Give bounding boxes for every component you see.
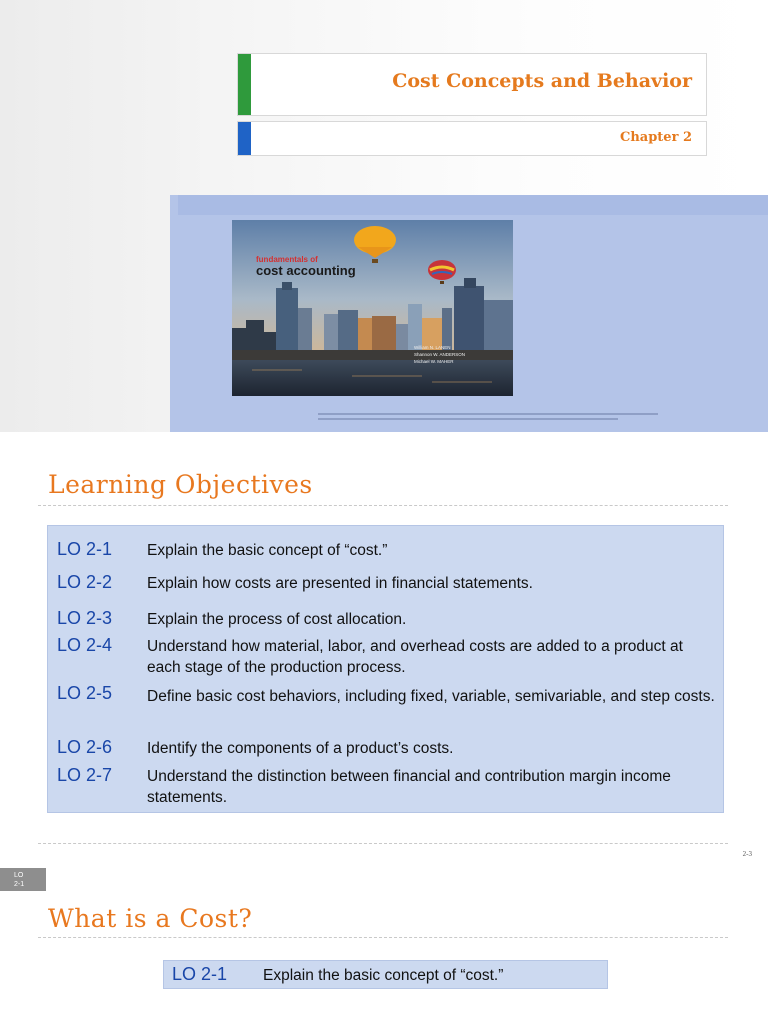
- objective-code: LO 2-4: [57, 635, 113, 655]
- objective-text: Explain the basic concept of “cost.”: [147, 542, 388, 559]
- objective-text: Understand the distinction between financial and contribution margin income statements.: [147, 768, 671, 806]
- cover-author: Michael W. MAHER: [414, 359, 454, 364]
- what-is-a-cost-slide: [0, 868, 768, 1024]
- cover-series-label: fundamentals of: [256, 255, 318, 264]
- blue-accent-bar: [238, 122, 251, 155]
- objective-code: LO 2-2: [57, 572, 113, 592]
- page-number: 2-3: [742, 850, 752, 858]
- cover-author: William N. LANEN: [414, 345, 451, 350]
- objectives-box: [47, 525, 724, 813]
- lo-tag-line: LO: [14, 872, 24, 879]
- objective-code: LO 2-3: [57, 608, 113, 628]
- copyright-fine-print: [318, 413, 678, 425]
- book-cover-image: [232, 220, 513, 396]
- slide-subtitle: Chapter 2: [619, 130, 692, 145]
- objective-text: Define basic cost behaviors, including fixed, variable, semivariable, and step costs.: [147, 688, 715, 705]
- lo-tag-line: 2-1: [14, 881, 25, 888]
- objective-text: Explain the process of cost allocation.: [147, 611, 407, 628]
- learning-objectives-slide: [0, 432, 768, 868]
- slide-heading: Learning Objectives: [48, 470, 313, 499]
- slide-title: Cost Concepts and Behavior: [392, 70, 692, 92]
- objective-text: Identify the components of a product’s costs.: [147, 740, 454, 757]
- cover-authors: [414, 344, 465, 365]
- objective-code: LO 2-1: [172, 964, 228, 984]
- cover-author: Shannon W. ANDERSON: [414, 352, 466, 357]
- objective-code: LO 2-1: [57, 539, 113, 559]
- slide-heading: What is a Cost?: [48, 904, 253, 933]
- heading-divider: [38, 505, 728, 506]
- objective-code: LO 2-7: [57, 765, 113, 785]
- objective-text: Understand how material, labor, and overhead costs are added to a product at each stage of the production process.: [147, 638, 683, 676]
- slide-subtitle-box: [237, 121, 707, 156]
- objective-code: LO 2-6: [57, 737, 113, 757]
- objective-text: Explain the basic concept of “cost.”: [263, 967, 504, 984]
- panel-top-band: [178, 195, 768, 215]
- objective-code: LO 2-5: [57, 683, 113, 703]
- heading-divider: [38, 937, 728, 938]
- title-slide: [0, 0, 768, 432]
- objective-text: Explain how costs are presented in financial statements.: [147, 575, 533, 592]
- footer-divider: [38, 843, 728, 844]
- objective-box: [163, 960, 608, 989]
- lo-tag-badge: [0, 868, 46, 891]
- green-accent-bar: [238, 54, 251, 115]
- slide-title-box: [237, 53, 707, 116]
- cover-book-title: cost accounting: [256, 263, 356, 278]
